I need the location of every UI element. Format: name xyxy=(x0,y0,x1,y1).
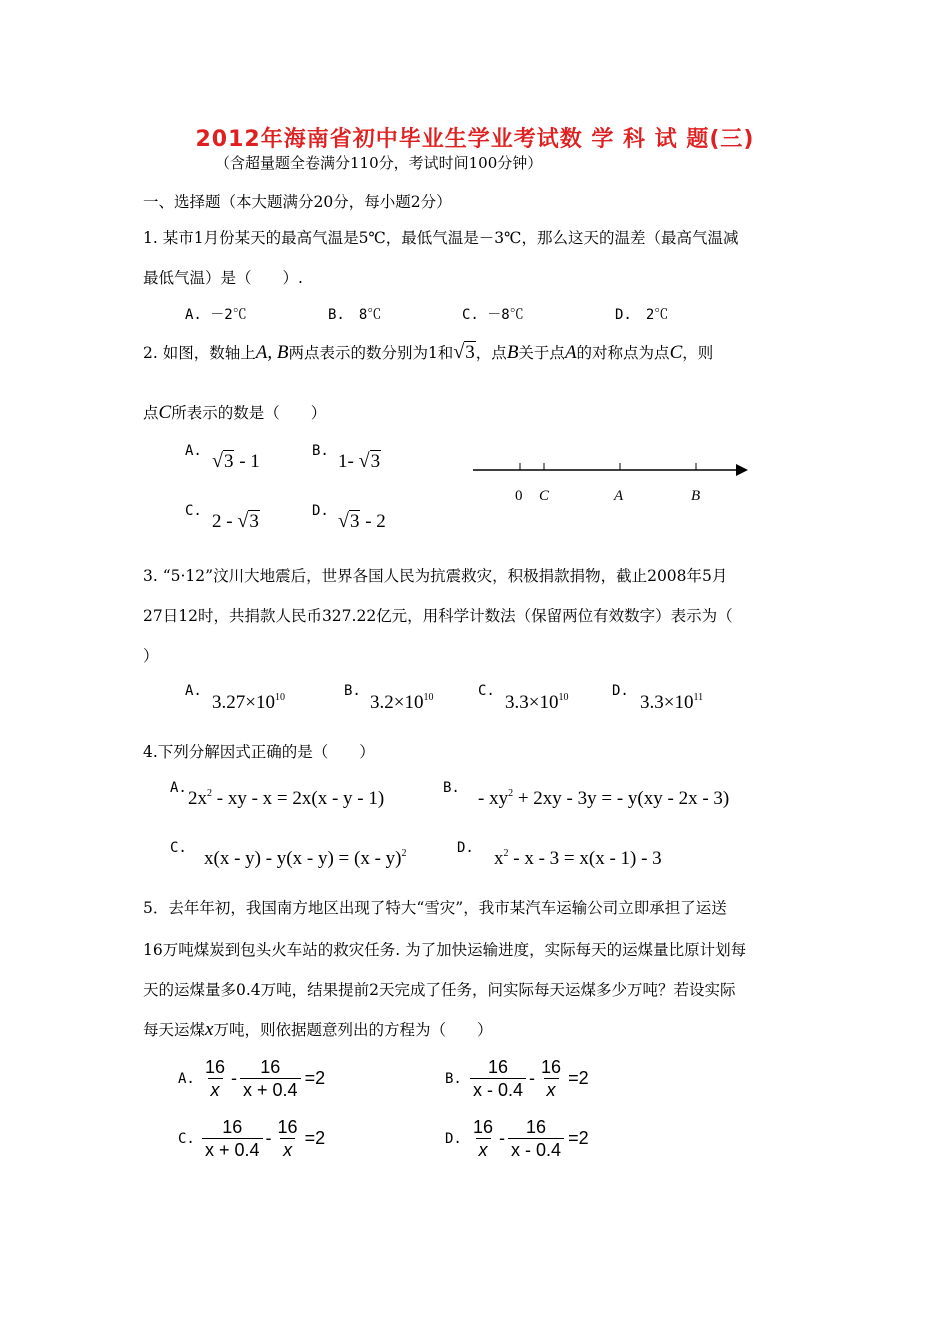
q2-option-c-label: C. xyxy=(185,503,202,519)
q4-option-a-label: A. xyxy=(170,780,187,796)
q4-option-d-expr: $x^2 - x - 3 = x(x - 1) - 3$ xyxy=(494,848,662,869)
page-title: 2012年海南省初中毕业生学业考试数 学 科 试 题(三) xyxy=(195,127,755,152)
tick-label-0: 0 xyxy=(515,488,523,504)
tick-label-b: B xyxy=(691,488,701,504)
q5-stem-line2: 16万吨煤炭到包头火车站的救灾任务. 为了加快运输进度，实际每天的运煤量比原计划每 xyxy=(143,941,747,959)
section-heading: 一、选择题（本大题满分20分，每小题2分） xyxy=(143,193,452,211)
q2-option-d-expr: √3 - 2 xyxy=(338,510,386,532)
q5-option-b-label: B. xyxy=(445,1071,462,1087)
q3-option-d-label: D. xyxy=(612,683,629,699)
page-subtitle: （含超量题全卷满分110分，考试时间100分钟） xyxy=(215,154,543,172)
q4-stem: 4.下列分解因式正确的是（ ） xyxy=(143,743,375,761)
q2-option-b-expr: 1- √3 xyxy=(338,450,381,472)
q2-option-c-expr: 2 - √3 xyxy=(212,510,259,532)
q3-option-c-label: C. xyxy=(478,683,495,699)
q4-option-c-label: C. xyxy=(170,840,187,856)
q3-option-a-expr: $3.27\times 10^{10}$ xyxy=(212,692,285,713)
q4-option-c-expr: x(x - y) - y(x - y) = (x - y)$^2$ xyxy=(204,848,407,869)
q2-stem-line1: 2. 如图，数轴上A, B两点表示的数分别为1和√3，点B关于点A的对称点为点C，则 xyxy=(143,341,714,363)
q5-option-a-expr: $\frac{16}{x}$ - $\frac{16}{x + 0.4}$ =2 xyxy=(205,1057,326,1100)
q4-option-b-expr: - $xy^2 + 2xy - 3y$ = - y(xy - 2x - 3) xyxy=(478,788,730,809)
q5-option-b-expr: $\frac{16}{x - 0.4}$ - $\frac{16}{x}$ =2 xyxy=(470,1056,589,1101)
q3-option-d-expr: $3.3\times 10^{11}$ xyxy=(640,692,704,713)
tick-label-a: A xyxy=(614,488,624,504)
q3-option-b-label: B. xyxy=(344,683,361,699)
q3-stem-line2: 27日12时，共捐款人民币327.22亿元，用科学计数法（保留两位有效数字）表示为（ xyxy=(143,607,733,625)
q2-option-a-expr: √3 - 1 xyxy=(212,450,260,472)
tick-label-c: C xyxy=(539,488,550,504)
q2-option-a-label: A. xyxy=(185,443,202,459)
q2-stem-line2: 点C所表示的数是（ ） xyxy=(143,402,327,423)
q5-stem-line1: 5．去年年初，我国南方地区出现了特大“雪灾”，我市某汽车运输公司立即承担了运送 xyxy=(143,899,727,917)
q5-stem-line4: 每天运煤x万吨，则依据题意列出的方程为（ ） xyxy=(143,1019,493,1040)
q3-stem-line1: 3. “5·12”汶川大地震后，世界各国人民为抗震救灾，积极捐款捐物，截止2008年5月 xyxy=(143,567,728,585)
q3-stem-line3: ） xyxy=(143,647,159,665)
q4-option-a-expr: $2x^2$ - xy - x = 2x(x - y - 1) xyxy=(188,788,385,809)
q1-option-a: A. －2℃ xyxy=(185,307,247,323)
q1-stem-line2: 最低气温）是（ ）. xyxy=(143,269,303,287)
q5-option-c-label: C. xyxy=(178,1131,195,1147)
q1-option-d: D. 2℃ xyxy=(615,307,669,323)
q5-option-d-label: D. xyxy=(445,1131,462,1147)
q2-option-b-label: B. xyxy=(312,443,329,459)
q2-option-d-label: D. xyxy=(312,503,329,519)
q1-option-b: B. 8℃ xyxy=(328,307,382,323)
q4-option-d-label: D. xyxy=(457,840,474,856)
q1-option-c: C. －8℃ xyxy=(462,307,524,323)
number-line-diagram xyxy=(470,455,760,515)
q3-option-a-label: A. xyxy=(185,683,202,699)
q1-stem-line1: 1. 某市1月份某天的最高气温是5℃，最低气温是－3℃，那么这天的温差（最高气温减 xyxy=(143,229,739,247)
number-line-arrow xyxy=(736,464,748,476)
q5-option-d-expr: $\frac{16}{x}$ - $\frac{16}{x - 0.4}$ =2 xyxy=(473,1117,589,1160)
q4-option-b-label: B. xyxy=(443,780,460,796)
q5-option-a-label: A. xyxy=(178,1071,195,1087)
q3-option-b-expr: $3.2\times 10^{10}$ xyxy=(370,692,434,713)
q5-option-c-expr: $\frac{16}{x + 0.4}$ - $\frac{16}{x}$ =2 xyxy=(202,1116,325,1161)
q3-option-c-expr: $3.3\times 10^{10}$ xyxy=(505,692,569,713)
q5-stem-line3: 天的运煤量多0.4万吨，结果提前2天完成了任务，问实际每天运煤多少万吨？若设实际 xyxy=(143,981,736,999)
